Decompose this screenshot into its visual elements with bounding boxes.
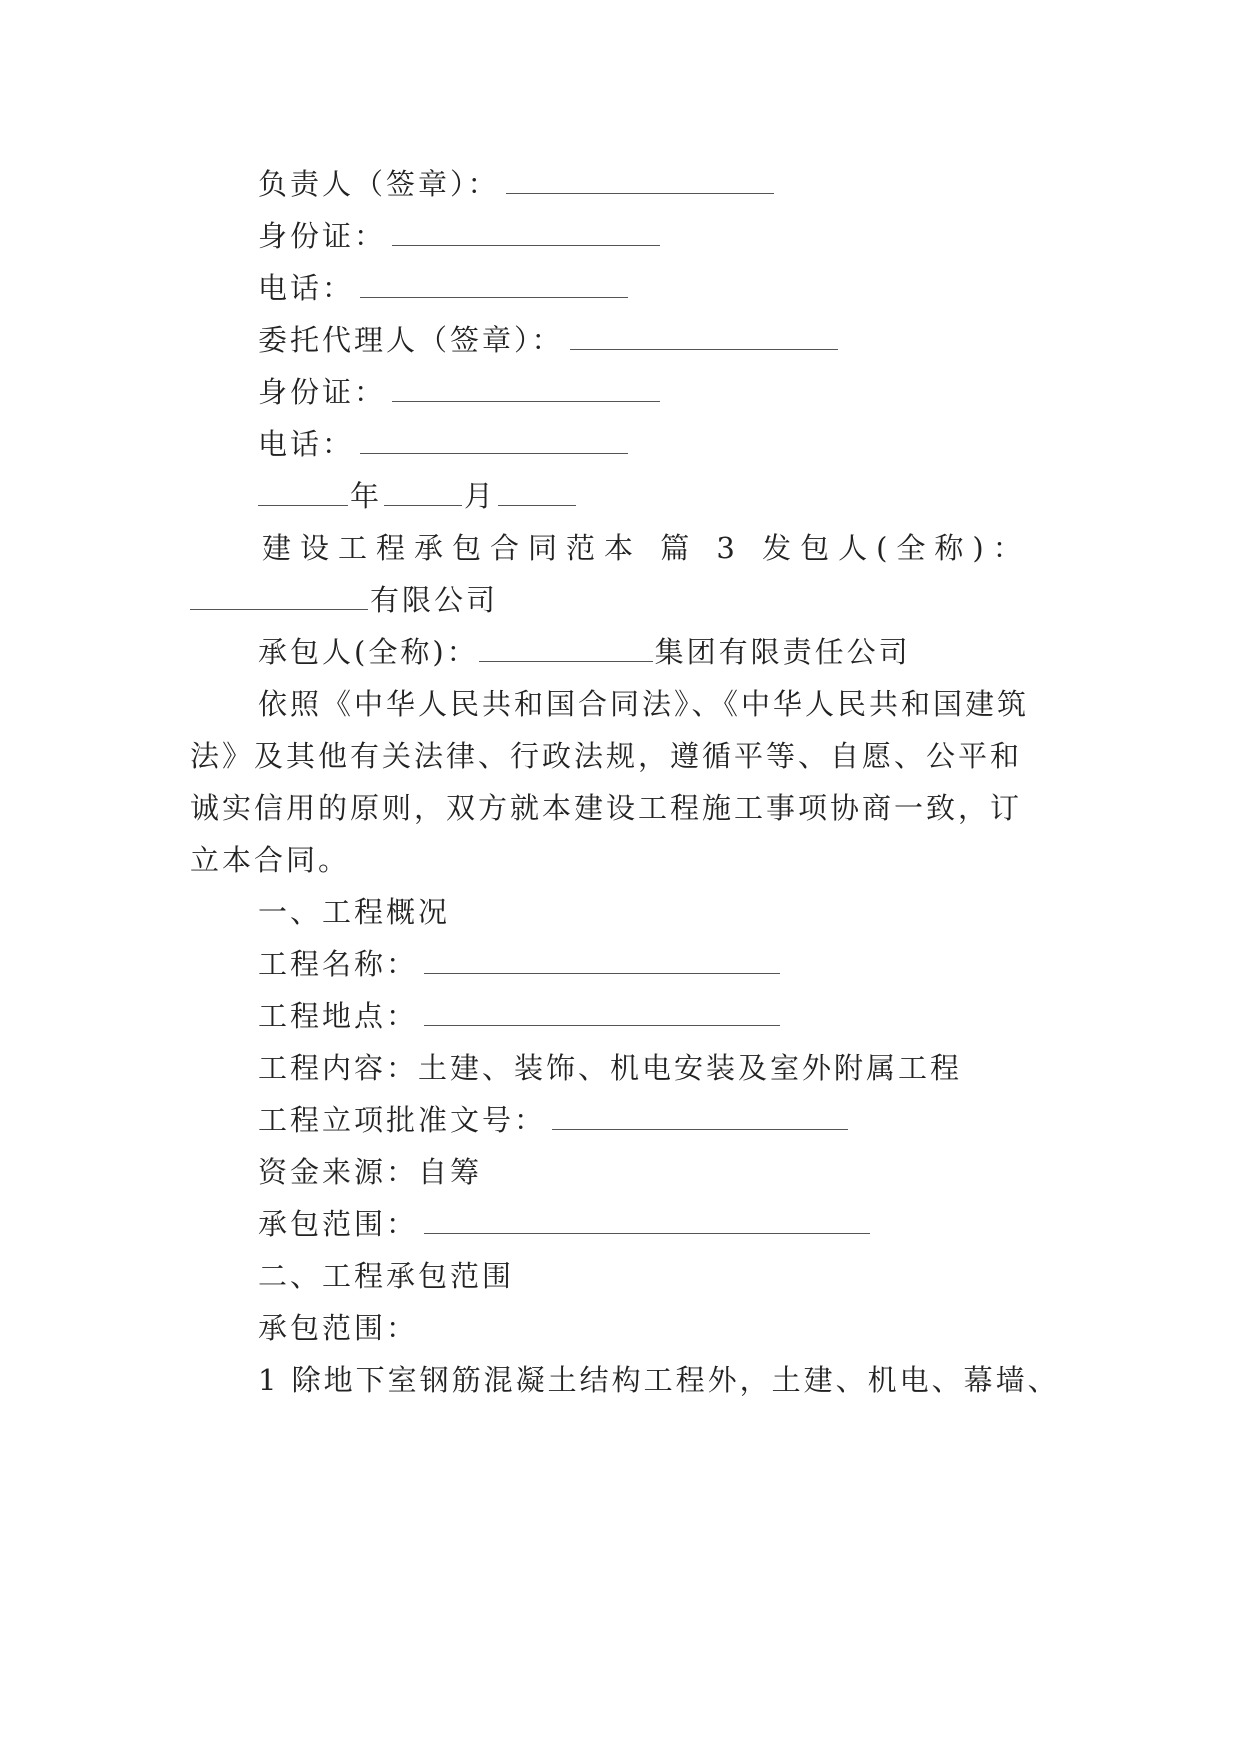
field-project-name [258, 944, 780, 984]
field-label: 工程地点： [258, 999, 419, 1033]
party-a-suffix: 有限公司 [370, 583, 499, 617]
field-label: 身份证： [258, 219, 387, 253]
field-agent [258, 320, 838, 360]
blank-line [552, 1103, 848, 1130]
field-contract-scope [258, 1204, 870, 1244]
blank-line [360, 271, 628, 298]
intro-line-4: 立本合同。 [190, 843, 351, 877]
field-label: 电话： [258, 271, 355, 305]
section2-heading: 二、工程承包范围 [258, 1259, 515, 1293]
field-label: 委托代理人（签章）： [258, 323, 564, 357]
field-phone-1 [258, 268, 628, 308]
project-content: 工程内容：土建、装饰、机电安装及室外附属工程 [258, 1051, 963, 1085]
section2-scope-label: 承包范围： [258, 1311, 419, 1345]
blank-line [392, 375, 660, 402]
intro-line-2: 法》及其他有关法律、行政法规，遵循平等、自愿、公平和 [190, 739, 1023, 773]
field-label: 工程名称： [258, 947, 419, 981]
section1-heading: 一、工程概况 [258, 895, 451, 929]
field-label: 电话： [258, 427, 355, 461]
field-responsible-person [258, 164, 774, 204]
field-label: 身份证： [258, 375, 387, 409]
blank-line [424, 1207, 870, 1234]
party-a-line [190, 580, 498, 620]
blank-month [384, 479, 462, 506]
field-label: 承包范围： [258, 1207, 419, 1241]
intro-line-1: 依照《中华人民共和国合同法》、《中华人民共和国建筑 [258, 687, 1030, 721]
party-b-label: 承包人(全称)： [258, 635, 479, 669]
blank-party-a [190, 583, 368, 610]
title-line: 建设工程承包合同范本 篇 3 发包人(全称)： [262, 531, 1031, 565]
blank-line [360, 427, 628, 454]
year-label: 年 [350, 479, 383, 513]
blank-party-b [479, 635, 653, 662]
blank-line [570, 323, 838, 350]
field-label: 负责人（签章）： [258, 167, 500, 201]
blank-line [424, 999, 780, 1026]
field-id-card-2 [258, 372, 660, 412]
date-line [258, 476, 578, 516]
party-b-suffix: 集团有限责任公司 [654, 635, 911, 669]
field-id-card-1 [258, 216, 660, 256]
funding-source: 资金来源：自筹 [258, 1155, 483, 1189]
intro-line-3: 诚实信用的原则，双方就本建设工程施工事项协商一致，订 [190, 791, 1023, 825]
party-b-line [258, 632, 911, 672]
blank-year [258, 479, 348, 506]
month-label: 月 [464, 479, 497, 513]
blank-line [424, 947, 780, 974]
blank-line [392, 219, 660, 246]
section2-item-1: 1 除地下室钢筋混凝土结构工程外，土建、机电、幕墙、 [258, 1363, 1060, 1397]
field-approval-number [258, 1100, 848, 1140]
field-project-location [258, 996, 780, 1036]
blank-day [498, 479, 576, 506]
blank-line [506, 167, 774, 194]
field-label: 工程立项批准文号： [258, 1103, 547, 1137]
field-phone-2 [258, 424, 628, 464]
